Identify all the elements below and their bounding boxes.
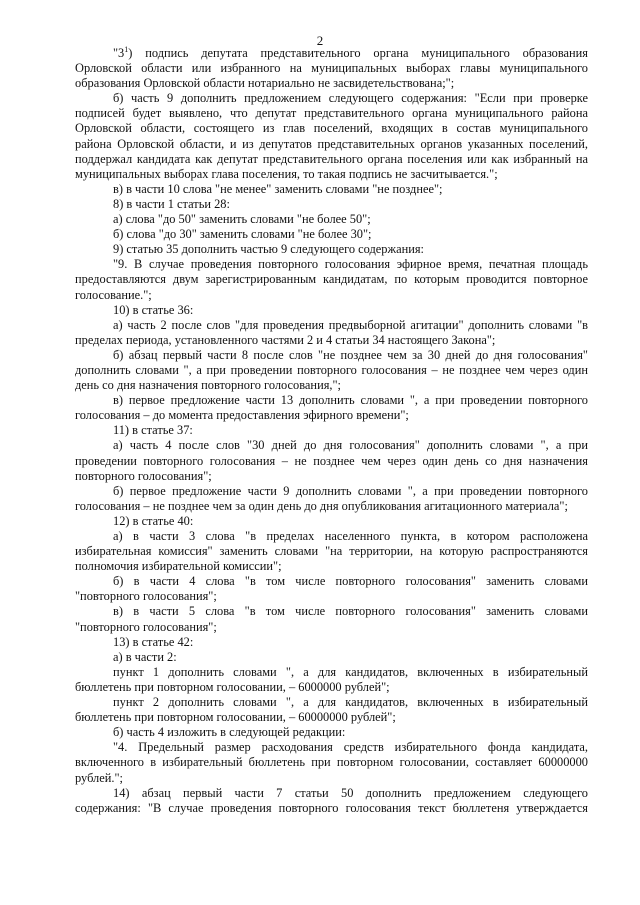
text-line: избирательная комиссия" заменить словами "на территории, на которую распространяются <box>75 544 588 559</box>
text-line: образования Орловской области нотариально не засвидетельствована;"; <box>75 76 455 91</box>
superscript: 1 <box>124 46 129 54</box>
text-line: подписей будет выявлено, что депутат представительного органа муниципального района <box>75 106 588 121</box>
text-line: б) слова "до 30" заменить словами "не более 30"; <box>113 227 372 242</box>
text-line: 9) статью 35 дополнить частью 9 следующего содержания: <box>113 242 424 257</box>
text-line: б) в части 4 слова "в том числе повторного голосования" заменить словами <box>113 574 588 589</box>
text-line: 13) в статье 42: <box>113 634 194 649</box>
text-line: содержания: "В случае проведения повторного голосования текст бюллетеня утверждается <box>75 800 588 815</box>
text-line: б) первое предложение части 9 дополнить словами ", а при проведении повторного <box>113 483 588 498</box>
text-line: включенного в избирательный бюллетень при повторном голосовании, составляет 60000000 <box>75 755 588 770</box>
text-line: голосование."; <box>75 287 152 302</box>
text-line: 10) в статье 36: <box>113 302 194 317</box>
text-line: день со дня назначения повторного голосования,"; <box>75 378 341 393</box>
text-line: а) в части 2: <box>113 649 177 664</box>
text-line: а) часть 2 после слов "для проведения предвыборной агитации" дополнить словами "в <box>113 317 588 332</box>
text-line: "9. В случае проведения повторного голосования эфирное время, печатная площадь <box>113 257 588 272</box>
text-line: пункт 2 дополнить словами ", а для кандидатов, включенных в избирательный <box>113 695 588 710</box>
text-line: в) в части 5 слова "в том числе повторного голосования" заменить словами <box>113 604 588 619</box>
text-line: б) абзац первый части 8 после слов "не позднее чем за 30 дней до дня голосования" <box>113 347 588 362</box>
text-line: бюллетень при повторном голосовании, – 60000000 рублей"; <box>75 710 396 725</box>
text-line: а) слова "до 50" заменить словами "не более 50"; <box>113 212 371 227</box>
text-line: в) в части 10 слова "не менее" заменить словами "не позднее"; <box>113 181 443 196</box>
text-line: б) часть 4 изложить в следующей редакции: <box>113 725 346 740</box>
text-line: 12) в статье 40: <box>113 513 194 528</box>
document-body <box>75 46 588 816</box>
text-line: голосования – до момента предоставления эфирного времени"; <box>75 408 409 423</box>
text-line: 11) в статье 37: <box>113 423 193 438</box>
text-line: 8) в части 1 статьи 28: <box>113 196 230 211</box>
page-number: 2 <box>316 33 324 48</box>
text-line: "повторного голосования"; <box>75 589 217 604</box>
text-line: района Орловской области, и из депутатов представительных органов указанных поселений, <box>75 136 588 151</box>
text-line: голосования – не позднее чем за один день до дня опубликования агитационного материала"; <box>75 498 568 513</box>
text-line: поддержал кандидата как депутат представительного органа поселения или как избранный на <box>75 151 588 166</box>
text-line: повторного голосования"; <box>75 468 212 483</box>
text-line: "$3^1$) подпись депутата представительного органа муниципального образования <box>113 46 588 60</box>
text-line: муниципальных выборах глава поселения, то такая подпись не засчитывается."; <box>75 166 498 181</box>
text-line: Орловской области или избранного на муниципальных выборах главы муниципального <box>75 61 588 76</box>
text-line: а) часть 4 после слов "30 дней до дня голосования" дополнить словами ", а при <box>113 438 588 453</box>
text-line: б) часть 9 дополнить предложением следующего содержания: "Если при проверке <box>113 91 588 106</box>
text-line: "4. Предельный размер расходования средств избирательного фонда кандидата, <box>113 740 588 755</box>
text-line: пункт 1 дополнить словами ", а для кандидатов, включенных в избирательный <box>113 664 588 679</box>
text-line: полномочия избирательной комиссии"; <box>75 559 282 574</box>
text-line: Орловской области, состоящего из глав поселений, входящих в состав муниципального <box>75 121 588 136</box>
text-line: рублей."; <box>75 770 123 785</box>
text-line: пределах периода, установленного частями 2 и 4 статьи 34 настоящего Закона"; <box>75 332 496 347</box>
text-line: дополнить словами ", а при проведении повторного голосования – не позднее чем через один <box>75 362 588 377</box>
text-line: бюллетень при повторном голосовании, – 6000000 рублей"; <box>75 679 390 694</box>
text-line: а) в части 3 слова "в пределах населенного пункта, в котором расположена <box>113 529 588 543</box>
text-line: проведении повторного голосования – не позднее чем через один день со дня назначения <box>75 453 588 468</box>
text-line: в) первое предложение части 13 дополнить словами ", а при проведении повторного <box>113 393 588 408</box>
text-line: "повторного голосования"; <box>75 619 217 634</box>
text-line: предоставляются двум зарегистрированным кандидатам, по которым проводится повторное <box>75 272 588 287</box>
text-line: 14) абзац первый части 7 статьи 50 дополнить предложением следующего <box>113 785 588 800</box>
